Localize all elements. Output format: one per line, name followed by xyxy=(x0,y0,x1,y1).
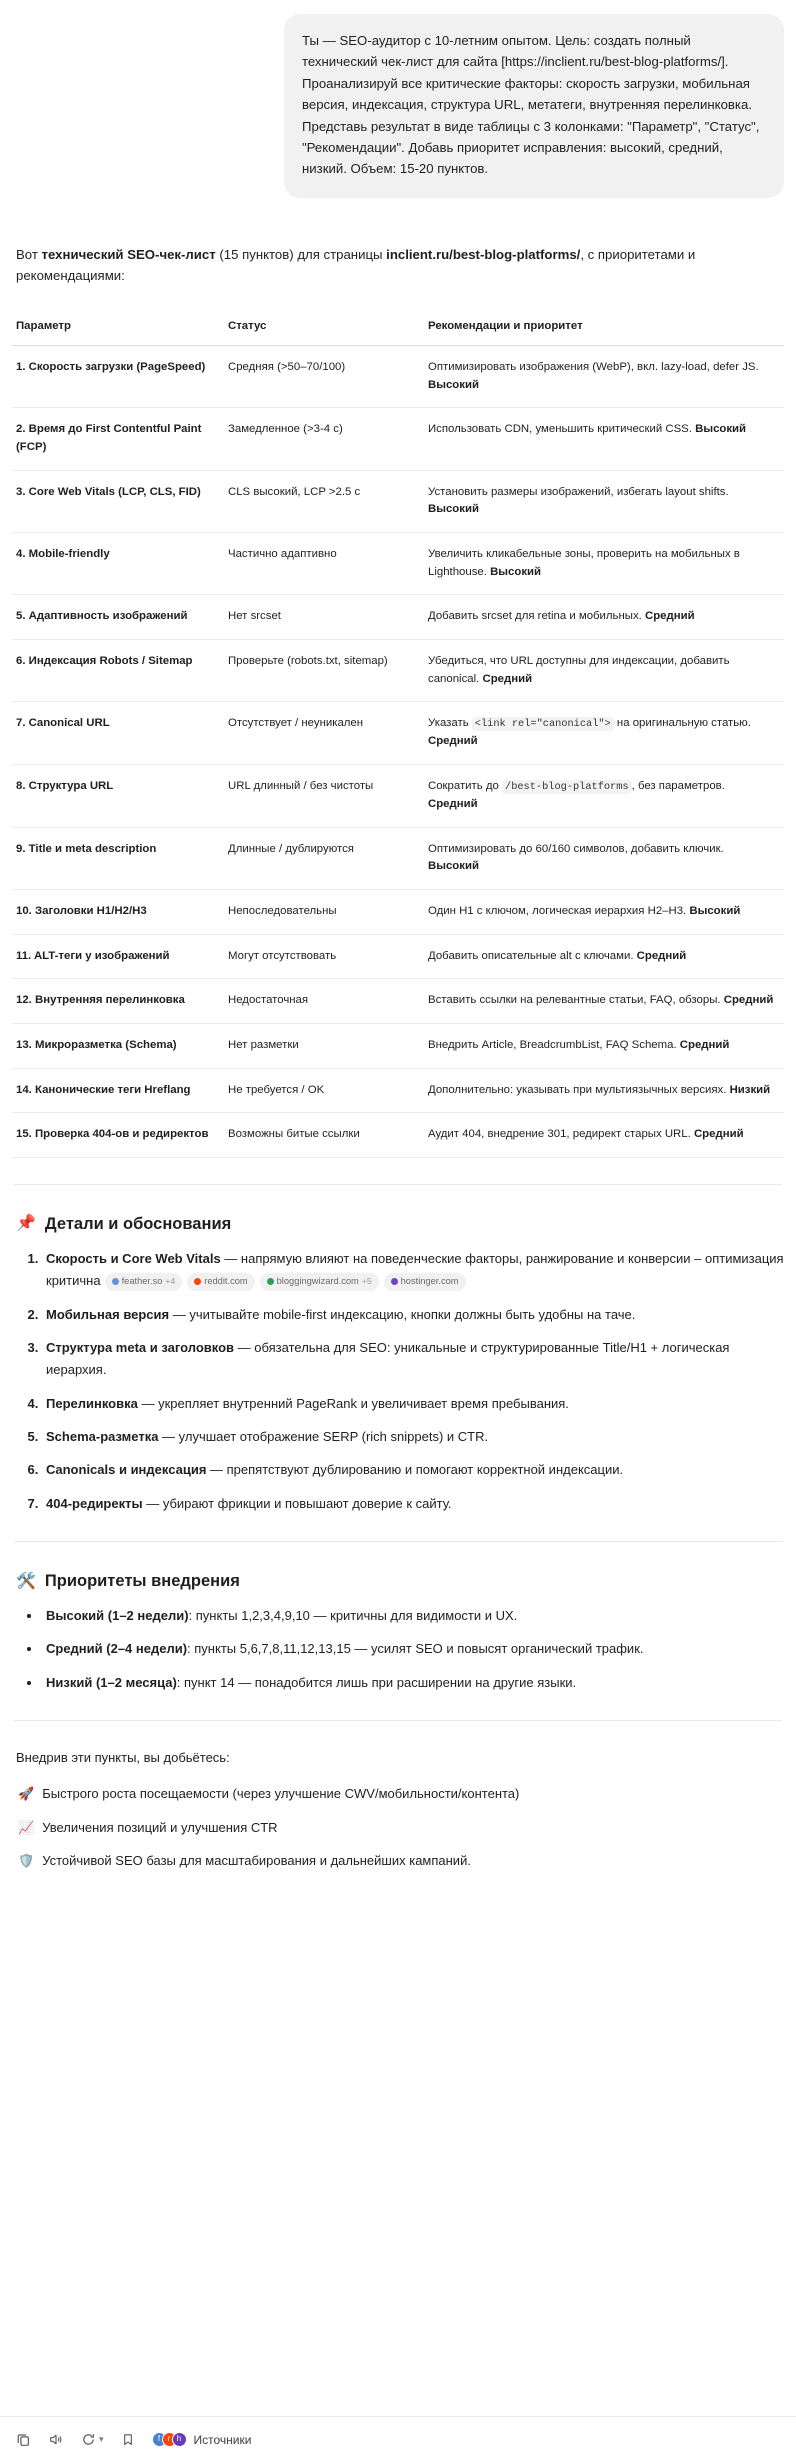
bookmark-icon[interactable] xyxy=(121,2428,135,2452)
seo-checklist-table xyxy=(12,309,784,1158)
detail-item-text: — улучшает отображение SERP (rich snippets) и CTR. xyxy=(158,1429,489,1445)
intro-part1: Вот xyxy=(16,246,42,262)
cell-recommendation xyxy=(424,1068,784,1113)
priority-item-text: : пункты 1,2,3,4,9,10 — критичны для видимости и UX. xyxy=(188,1608,518,1624)
recommendation-text: Дополнительно: указывать при мультиязычных версиях. xyxy=(428,1083,730,1096)
detail-item xyxy=(42,1248,784,1293)
intro-paragraph xyxy=(16,244,780,288)
detail-item-title: 404-редиректы xyxy=(46,1495,143,1511)
cell-recommendation xyxy=(424,702,784,765)
recommendation-text: Установить размеры изображений, избегать layout shifts. xyxy=(428,485,729,498)
citation-favicon-icon xyxy=(112,1278,119,1285)
closing-item-icon: 🛡️ xyxy=(18,1853,35,1868)
cell-recommendation xyxy=(424,827,784,889)
priority-badge: Высокий xyxy=(490,565,542,578)
table-row xyxy=(12,764,784,827)
citation-chip-count: +4 xyxy=(165,1276,176,1287)
closing-item xyxy=(18,1817,784,1839)
priority-item-title: Низкий (1–2 месяца) xyxy=(46,1674,177,1690)
message-toolbar xyxy=(0,2416,796,2462)
table-row xyxy=(12,470,784,532)
closing-item xyxy=(18,1783,784,1805)
col-header-status: Статус xyxy=(224,309,424,345)
detail-item-title: Скорость и Core Web Vitals xyxy=(46,1250,221,1266)
cell-status: Частично адаптивно xyxy=(224,532,424,594)
citation-chip[interactable] xyxy=(105,1273,183,1291)
priority-badge: Высокий xyxy=(695,423,747,436)
divider-3 xyxy=(14,1720,782,1721)
recommendation-text: Сократить до xyxy=(428,779,503,792)
citation-chip[interactable] xyxy=(384,1273,466,1291)
source-avatar: h xyxy=(172,2432,187,2447)
cell-status: Проверьте (robots.txt, sitemap) xyxy=(224,639,424,701)
cell-param: 5. Адаптивность изображений xyxy=(12,595,224,640)
cell-recommendation xyxy=(424,1113,784,1158)
cell-status: CLS высокий, LCP >2.5 с xyxy=(224,470,424,532)
table-header-row xyxy=(12,309,784,345)
detail-item xyxy=(42,1426,784,1448)
recommendation-text: Оптимизировать до 60/160 символов, добавить ключик. xyxy=(428,842,724,855)
cell-status: Отсутствует / неуникален xyxy=(224,702,424,765)
cell-recommendation xyxy=(424,934,784,979)
citation-chip-label: feather.so xyxy=(121,1275,163,1286)
detail-item xyxy=(42,1493,784,1515)
divider-1 xyxy=(14,1184,782,1185)
cell-status: Длинные / дублируются xyxy=(224,827,424,889)
table-row xyxy=(12,702,784,765)
recommendation-text-2: , без параметров. xyxy=(631,779,725,792)
details-list xyxy=(12,1248,784,1515)
col-header-recommendation: Рекомендации и приоритет xyxy=(424,309,784,345)
recommendation-text: Внедрить Article, BreadcrumbList, FAQ Schema. xyxy=(428,1038,680,1051)
priority-badge: Средний xyxy=(723,994,774,1007)
priority-badge: Высокий xyxy=(428,860,479,873)
source-avatars xyxy=(152,2432,187,2447)
priority-badge: Средний xyxy=(428,735,478,748)
recommendation-text: Указать xyxy=(428,717,472,730)
cell-recommendation xyxy=(424,1023,784,1068)
closing-item-icon: 🚀 xyxy=(18,1786,35,1802)
detail-item-text: — укрепляет внутренний PageRank и увеличивает время пребывания. xyxy=(137,1395,569,1411)
table-row xyxy=(12,979,784,1024)
recommendation-code: /best-blog-platforms xyxy=(502,780,632,794)
cell-param: 9. Title и meta description xyxy=(12,827,224,889)
priority-item-text: : пункт 14 — понадобится лишь при расширении на другие языки. xyxy=(176,1674,577,1690)
detail-item-title: Структура meta и заголовков xyxy=(46,1339,235,1355)
closing-list xyxy=(12,1783,784,1872)
recommendation-text: Добавить описательные alt с ключами. xyxy=(428,949,637,962)
table-head xyxy=(12,309,784,345)
cell-param: 3. Core Web Vitals (LCP, CLS, FID) xyxy=(12,470,224,532)
priority-badge: Средний xyxy=(693,1128,744,1141)
priority-item-title: Средний (2–4 недели) xyxy=(46,1641,188,1657)
detail-item xyxy=(42,1337,784,1382)
detail-item-title: Canonicals и индексация xyxy=(46,1462,207,1478)
citation-favicon-icon xyxy=(194,1278,201,1285)
citation-chip-group xyxy=(105,1273,466,1291)
priority-badge: Низкий xyxy=(729,1083,771,1096)
sources-button[interactable] xyxy=(152,2432,252,2447)
cell-recommendation xyxy=(424,595,784,640)
cell-param: 2. Время до First Contentful Paint (FCP) xyxy=(12,408,224,470)
closing-lead: Внедрив эти пункты, вы добьётесь: xyxy=(16,1750,230,1766)
detail-item-title: Schema-разметка xyxy=(46,1429,159,1445)
cell-recommendation xyxy=(424,889,784,934)
recommendation-text: Вставить ссылки на релевантные статьи, FAQ, обзоры. xyxy=(428,994,724,1007)
priority-item-title: Высокий (1–2 недели) xyxy=(46,1608,189,1624)
cell-param: 11. ALT-теги у изображений xyxy=(12,934,224,979)
citation-chip[interactable] xyxy=(187,1273,254,1291)
recommendation-text: Оптимизировать изображения (WebP), вкл. lazy-load, defer JS. xyxy=(428,360,759,373)
recommendation-text: Убедиться, что URL доступны для индексации, добавить canonical. xyxy=(428,654,730,685)
details-heading xyxy=(16,1215,780,1234)
intro-bold1: технический SEO-чек-лист xyxy=(41,246,216,262)
source-avatar: f xyxy=(152,2432,167,2447)
user-prompt-row xyxy=(12,0,784,198)
table-row xyxy=(12,639,784,701)
cell-status: Нет srcset xyxy=(224,595,424,640)
cell-status: Средняя (>50–70/100) xyxy=(224,345,424,407)
table-row xyxy=(12,889,784,934)
source-avatar: r xyxy=(162,2432,177,2447)
cell-status: Не требуется / OK xyxy=(224,1068,424,1113)
cell-recommendation xyxy=(424,532,784,594)
table-row xyxy=(12,532,784,594)
citation-favicon-icon xyxy=(267,1278,274,1285)
closing-item-text: Увеличения позиций и улучшения CTR xyxy=(42,1819,278,1835)
cell-recommendation xyxy=(424,345,784,407)
priority-item xyxy=(42,1672,784,1694)
detail-item-text: — препятствуют дублированию и помогают корректной индексации. xyxy=(206,1462,624,1478)
closing-item-text: Устойчивой SEO базы для масштабирования и дальнейших кампаний. xyxy=(42,1853,471,1868)
divider-2 xyxy=(14,1541,782,1542)
recommendation-text: Увеличить кликабельные зоны, проверить на мобильных в Lighthouse. xyxy=(428,547,740,578)
citation-chip-label: hostinger.com xyxy=(400,1275,459,1286)
intro-part2: (15 пунктов) для страницы xyxy=(215,246,387,262)
cell-status: Могут отсутствовать xyxy=(224,934,424,979)
sources-label: Источники xyxy=(193,2432,252,2447)
table-row xyxy=(12,408,784,470)
priority-badge: Высокий xyxy=(689,904,741,917)
detail-item-text: — убирают фрикции и повышают доверие к сайту. xyxy=(142,1495,452,1511)
detail-item-title: Мобильная версия xyxy=(46,1306,170,1322)
col-header-param: Параметр xyxy=(12,309,224,345)
detail-item-text: — учитывайте mobile-first индексацию, кнопки должны быть удобны на таче. xyxy=(169,1306,636,1322)
priority-item xyxy=(42,1605,784,1627)
priority-badge: Высокий xyxy=(428,503,479,516)
cell-recommendation xyxy=(424,470,784,532)
tools-icon: 🛠️ xyxy=(16,1572,36,1590)
table-row xyxy=(12,1113,784,1158)
cell-recommendation xyxy=(424,639,784,701)
intro-bold2: inclient.ru/best-blog-platforms/ xyxy=(386,246,581,262)
detail-item-title: Перелинковка xyxy=(46,1395,138,1411)
details-title: Детали и обоснования xyxy=(44,1214,232,1233)
user-prompt-bubble: Ты — SEO-аудитор с 10-летним опытом. Цель: создать полный технический чек-лист для сайта [https://inclient.ru/best-blog-platforms/]. Проанализируй все критические факторы: скорость загрузки, мобильная версия, индексация, структура URL, метатеги, внутренняя перелинковка. Представь результат в виде таблицы с 3 колонками: "Параметр", "Статус", "Рекомендации". Добавь приоритет исправления: высокий, средний, низкий. Объем: 15-20 пунктов. xyxy=(284,14,784,198)
cell-param: 6. Индексация Robots / Sitemap xyxy=(12,639,224,701)
priority-badge: Средний xyxy=(636,949,687,962)
detail-item-text: — напрямую влияют на поведенческие факторы, ранжирование и конверсии – оптимизация критична xyxy=(46,1250,784,1289)
cell-param: 8. Структура URL xyxy=(12,764,224,827)
cell-status: Нет разметки xyxy=(224,1023,424,1068)
priority-badge: Высокий xyxy=(428,378,479,391)
cell-param: 12. Внутренняя перелинковка xyxy=(12,979,224,1024)
table-row xyxy=(12,345,784,407)
table-row xyxy=(12,827,784,889)
priority-item xyxy=(42,1638,784,1660)
refresh-icon[interactable] xyxy=(81,2428,104,2452)
priority-badge: Средний xyxy=(679,1038,730,1051)
citation-favicon-icon xyxy=(391,1278,398,1285)
table-body xyxy=(12,345,784,1157)
table-row xyxy=(12,1023,784,1068)
pin-icon: 📌 xyxy=(16,1215,36,1233)
priorities-title: Приоритеты внедрения xyxy=(44,1572,240,1591)
cell-status: Непоследовательны xyxy=(224,889,424,934)
priorities-heading xyxy=(16,1572,780,1591)
priority-item-text: : пункты 5,6,7,8,11,12,13,15 — усилят SEO и повысят органический трафик. xyxy=(187,1641,644,1657)
table-row xyxy=(12,595,784,640)
citation-chip-count: +5 xyxy=(361,1276,372,1287)
citation-chip-label: bloggingwizard.com xyxy=(276,1275,359,1286)
recommendation-text: Использовать CDN, уменьшить критический CSS. xyxy=(428,423,696,436)
cell-param: 4. Mobile-friendly xyxy=(12,532,224,594)
cell-param: 7. Canonical URL xyxy=(12,702,224,765)
cell-status: Замедленное (>3-4 с) xyxy=(224,408,424,470)
cell-recommendation xyxy=(424,408,784,470)
cell-recommendation xyxy=(424,764,784,827)
detail-item xyxy=(42,1393,784,1415)
table-row xyxy=(12,1068,784,1113)
closing-item-icon: 📈 xyxy=(18,1819,35,1835)
detail-item xyxy=(42,1304,784,1326)
cell-param: 14. Канонические теги Hreflang xyxy=(12,1068,224,1113)
cell-status: URL длинный / без чистоты xyxy=(224,764,424,827)
cell-param: 15. Проверка 404-ов и редиректов xyxy=(12,1113,224,1158)
cell-param: 10. Заголовки H1/H2/H3 xyxy=(12,889,224,934)
closing-item xyxy=(18,1850,784,1872)
cell-recommendation xyxy=(424,979,784,1024)
priorities-list xyxy=(12,1605,784,1694)
priority-badge: Средний xyxy=(482,672,533,685)
recommendation-text-2: на оригинальную статью. xyxy=(613,717,751,730)
chevron-down-icon[interactable]: ▾ xyxy=(99,2434,104,2444)
detail-item-text: — обязательна для SEO: уникальные и структурированные Title/H1 + логическая иерархия. xyxy=(46,1339,730,1378)
intro-part3: , с приоритетами и рекомендациями: xyxy=(16,246,696,284)
priority-badge: Средний xyxy=(428,797,478,810)
copy-icon[interactable] xyxy=(16,2428,31,2452)
table-row xyxy=(12,934,784,979)
cell-status: Возможны битые ссылки xyxy=(224,1113,424,1158)
recommendation-code: <link rel="canonical"> xyxy=(472,717,614,731)
recommendation-text: Аудит 404, внедрение 301, редирект старых URL. xyxy=(428,1128,694,1141)
speaker-icon[interactable] xyxy=(48,2428,64,2452)
cell-status: Недостаточная xyxy=(224,979,424,1024)
closing-item-text: Быстрого роста посещаемости (через улучшение CWV/мобильности/контента) xyxy=(42,1786,520,1802)
cell-param: 1. Скорость загрузки (PageSpeed) xyxy=(12,345,224,407)
recommendation-text: Добавить srcset для retina и мобильных. xyxy=(428,610,645,623)
recommendation-text: Один H1 с ключом, логическая иерархия H2–H3. xyxy=(428,904,690,917)
citation-chip[interactable] xyxy=(260,1273,379,1291)
priority-badge: Средний xyxy=(645,610,695,623)
cell-param: 13. Микроразметка (Schema) xyxy=(12,1023,224,1068)
detail-item xyxy=(42,1459,784,1481)
citation-chip-label: reddit.com xyxy=(204,1275,248,1286)
